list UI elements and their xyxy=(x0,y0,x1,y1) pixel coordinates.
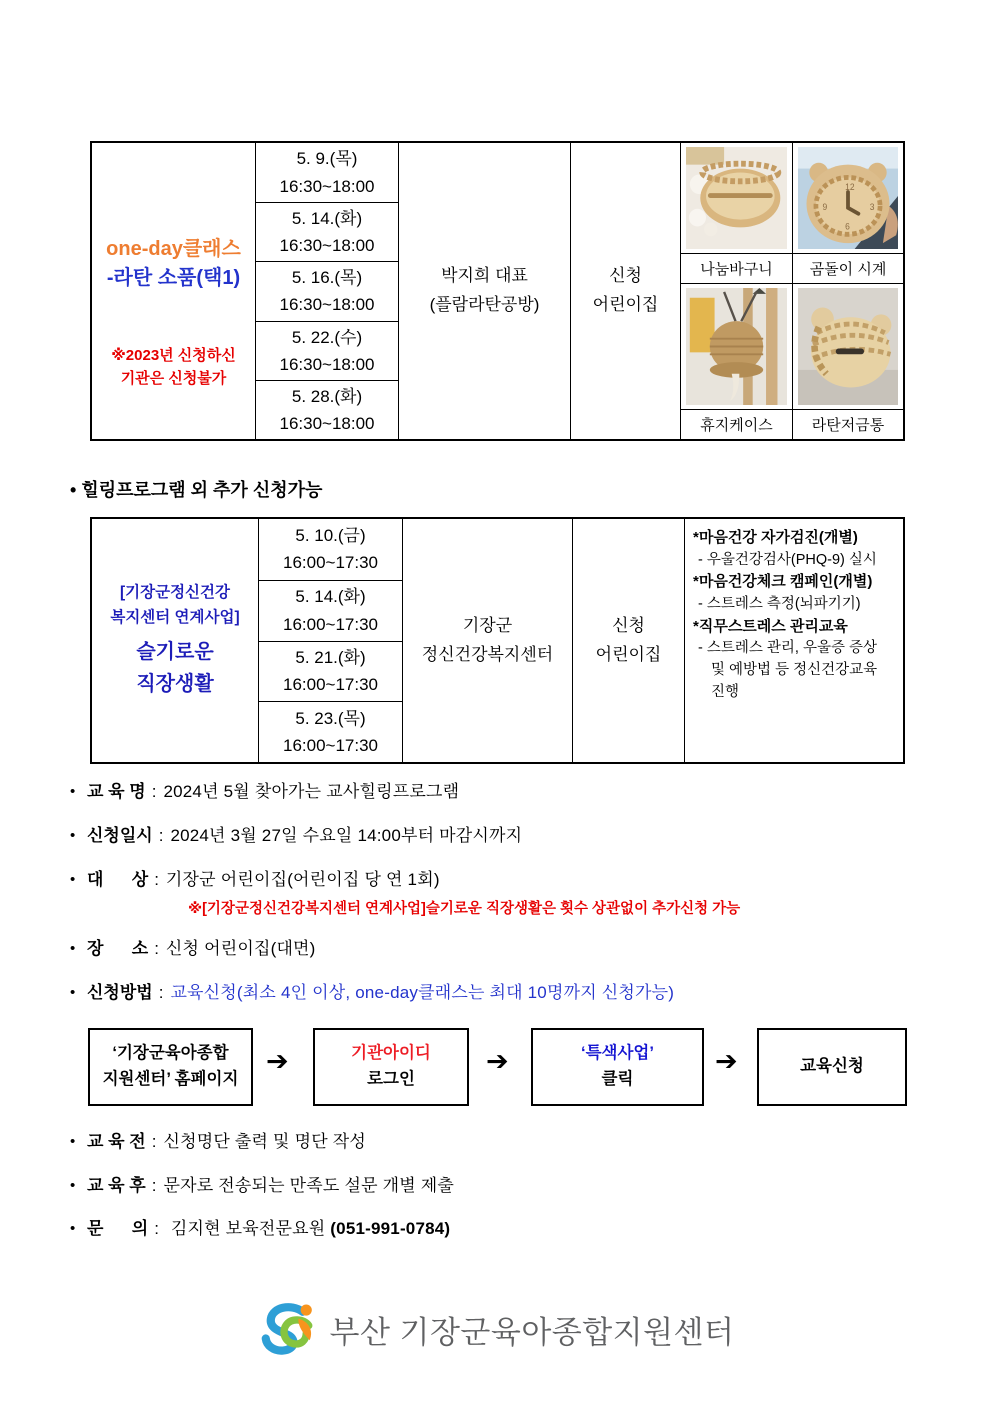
session-row: 5. 10.(금) 16:00~17:30 xyxy=(258,519,402,580)
bullet-icon: • xyxy=(70,871,76,888)
info-row-contact: • 문 의 : 김지현 보육전문요원 (051-991-0784) xyxy=(70,1219,451,1238)
info-row-after-education: • 교 육 후 : 문자로 전송되는 만족도 설문 개별 제출 xyxy=(70,1176,455,1195)
session-row: 5. 16.(목) 16:30~18:00 xyxy=(255,261,398,320)
info-row-apply-method: • 신청방법 : 교육신청(최소 4인 이상, one-day클래스는 최대 10명까지 신청가능) xyxy=(70,983,675,1002)
svg-text:3: 3 xyxy=(869,201,875,212)
photo-rattan-bank xyxy=(792,283,903,409)
provider-cell: 기장군 정신건강복지센터 xyxy=(402,519,572,762)
sharing-basket-image xyxy=(686,147,787,249)
center-logo-mark xyxy=(258,1298,320,1360)
bullet-icon: • xyxy=(70,1220,76,1237)
svg-text:6: 6 xyxy=(845,221,850,232)
session-row: 5. 21.(화) 16:00~17:30 xyxy=(258,641,402,702)
bullet-icon: • xyxy=(70,1133,76,1150)
flow-step-login: 기관아이디 로그인 xyxy=(313,1028,469,1106)
info-row-target: • 대 상 : 기장군 어린이집(어린이집 당 연 1회) xyxy=(70,870,440,889)
arrow-right-icon: ➔ xyxy=(715,1046,738,1076)
bullet-icon: • xyxy=(70,480,77,500)
program-title-cell: [기장군정신건강 복지센터 연계사업] 슬기로운 직장생활 xyxy=(110,584,240,695)
bullet-icon: • xyxy=(70,1177,76,1194)
program-details-cell: *마음건강 자가검진(개별) - 우울건강검사(PHQ-9) 실시 *마음건강체크 캠페인(개별) - 스트레스 측정(뇌파기기) *직무스트레스 관리교육 - 스트레스 관리, 우울증 증상 및 예방법 등 정신건강교육 진행 xyxy=(684,519,903,762)
product-caption: 곰돌이 시계 xyxy=(792,253,903,283)
target-cell: 신청 어린이집 xyxy=(572,519,684,762)
arrow-right-icon: ➔ xyxy=(486,1046,509,1076)
bear-clock-image xyxy=(798,147,898,249)
arrow-right-icon: ➔ xyxy=(266,1046,289,1076)
session-row: 5. 14.(화) 16:30~18:00 xyxy=(255,202,398,261)
oneday-title-line1: one-day클래스 xyxy=(106,238,241,260)
section-header: • 힐링프로그램 외 추가 신청가능 xyxy=(70,480,323,500)
oneday-restriction-note: ※2023년 신청하신 기관은 신청불가 xyxy=(111,347,236,387)
photo-bear-clock xyxy=(792,143,903,253)
rattan-bank-image xyxy=(798,288,898,405)
flow-step-apply: 교육신청 xyxy=(757,1028,907,1106)
target-cell: 신청 어린이집 xyxy=(570,143,680,439)
photo-sharing-basket xyxy=(681,143,792,253)
contact-phone: (051-991-0784) xyxy=(330,1219,451,1238)
svg-text:9: 9 xyxy=(822,201,828,212)
session-row: 5. 22.(수) 16:30~18:00 xyxy=(255,321,398,380)
info-row-place: • 장 소 : 신청 어린이집(대면) xyxy=(70,939,316,958)
center-logo-text: 부산 기장군육아종합지원센터 xyxy=(329,1314,735,1350)
session-row: 5. 14.(화) 16:00~17:30 xyxy=(258,580,402,641)
session-row: 5. 9.(목) 16:30~18:00 xyxy=(255,143,398,202)
bullet-icon: • xyxy=(70,940,76,957)
svg-text:12: 12 xyxy=(845,182,855,193)
instructor-cell: 박지희 대표 (플람라탄공방) xyxy=(398,143,570,439)
target-extra-note: ※[기장군정신건강복지센터 연계사업]슬기로운 직장생활은 횟수 상관없이 추가신청 가능 xyxy=(188,901,741,917)
product-caption: 나눔바구니 xyxy=(681,253,792,283)
bullet-icon: • xyxy=(70,783,76,800)
photo-tissue-case xyxy=(681,283,792,409)
oneday-class-table xyxy=(90,141,905,441)
oneday-title-line2: -라탄 소품(택1) xyxy=(106,267,241,289)
info-row-apply-date: • 신청일시 : 2024년 3월 27일 수요일 14:00부터 마감시까지 xyxy=(70,826,523,845)
mental-health-table xyxy=(90,517,905,764)
session-row: 5. 23.(목) 16:00~17:30 xyxy=(258,701,402,762)
info-row-education-name: • 교 육 명 : 2024년 5월 찾아가는 교사힐링프로그램 xyxy=(70,782,460,801)
bullet-icon: • xyxy=(70,984,76,1001)
flow-step-special-project: ‘특색사업’ 클릭 xyxy=(531,1028,704,1106)
flow-step-homepage: ‘기장군육아종합 지원센터’ 홈페이지 xyxy=(88,1028,253,1106)
center-logo xyxy=(0,1298,992,1360)
oneday-title-cell xyxy=(92,143,255,439)
product-caption: 라탄저금통 xyxy=(792,409,903,439)
session-row: 5. 28.(화) 16:30~18:00 xyxy=(255,380,398,439)
product-caption: 휴지케이스 xyxy=(681,409,792,439)
product-photo-grid xyxy=(680,143,903,439)
info-row-before-education: • 교 육 전 : 신청명단 출력 및 명단 작성 xyxy=(70,1132,366,1151)
bullet-icon: • xyxy=(70,827,76,844)
tissue-case-image xyxy=(686,288,787,405)
